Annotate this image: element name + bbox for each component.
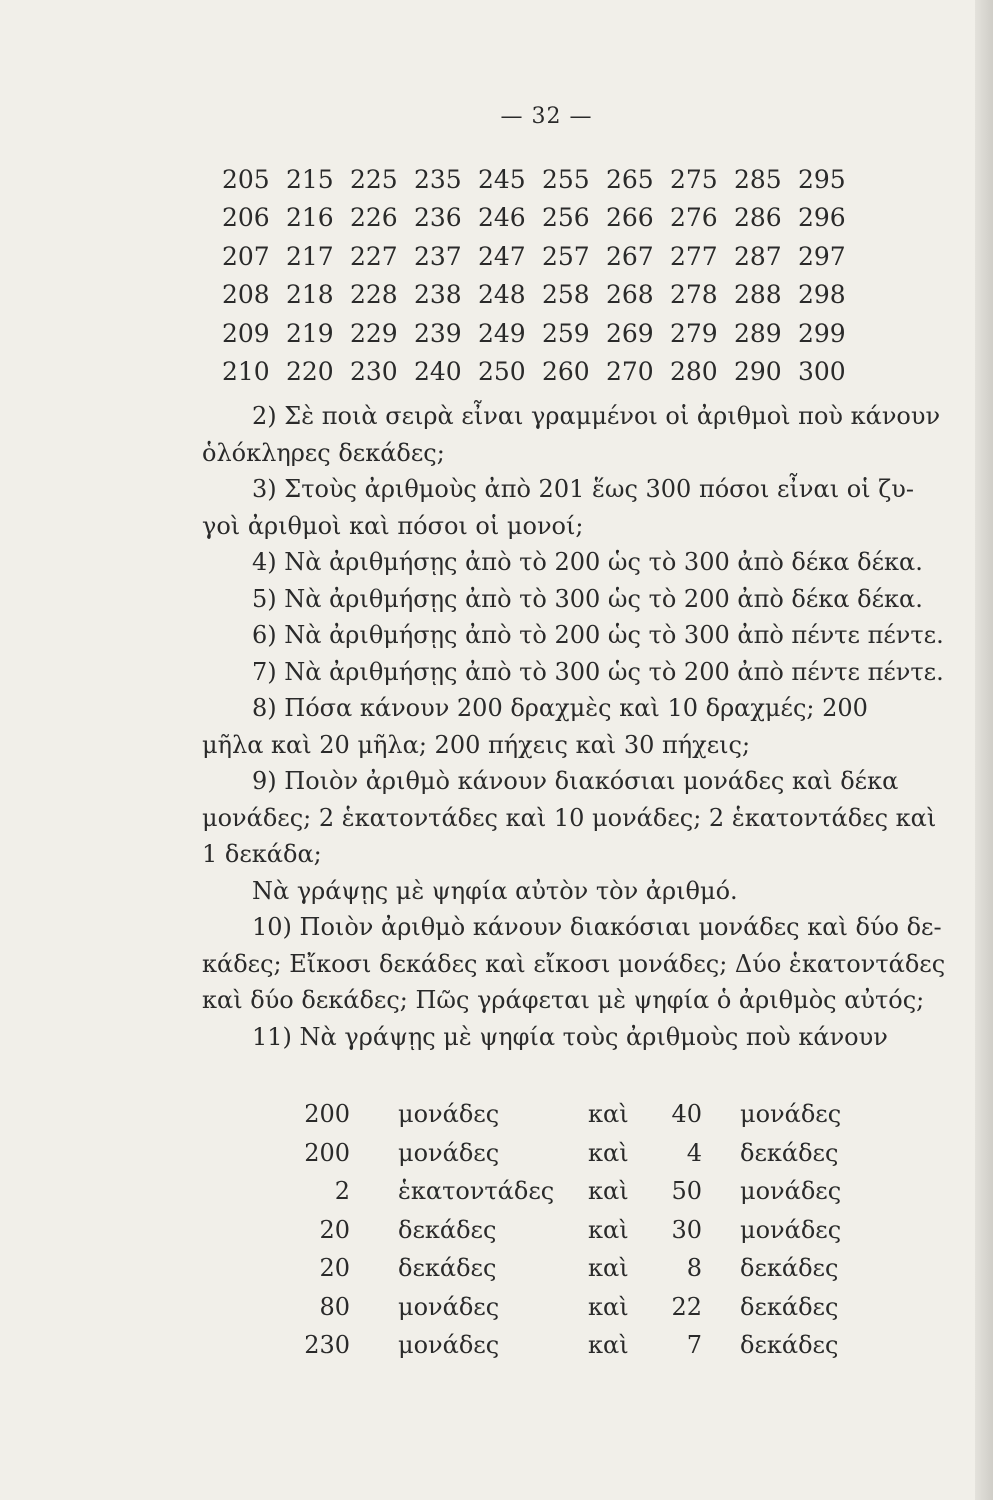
grid-cell: 237 bbox=[414, 241, 462, 271]
grid-cell: 298 bbox=[798, 280, 846, 310]
table-row bbox=[296, 1288, 856, 1327]
table-cell-number: 80 bbox=[319, 1292, 350, 1321]
grid-cell: 300 bbox=[798, 357, 846, 387]
exercise-9-line: Νὰ γράψῃς μὲ ψηφία αὐτὸν τὸν ἀριθμό. bbox=[252, 876, 738, 905]
grid-cell: 287 bbox=[734, 241, 782, 271]
table-cell-and: καὶ bbox=[588, 1177, 629, 1206]
table-row bbox=[296, 1211, 856, 1250]
grid-cell: 208 bbox=[222, 280, 270, 310]
table-cell-number: 22 bbox=[671, 1292, 702, 1321]
table-cell-number: 200 bbox=[304, 1100, 350, 1129]
table-cell-number: 200 bbox=[304, 1138, 350, 1167]
exercise-10-line: κάδες; Εἴκοσι δεκάδες καὶ εἴκοσι μονάδες; Δύο ἑκατοντάδες bbox=[202, 949, 946, 978]
table-cell-unit: μονάδες bbox=[740, 1177, 842, 1206]
grid-cell: 230 bbox=[350, 357, 398, 387]
table-row bbox=[296, 1095, 856, 1134]
grid-row bbox=[222, 276, 862, 315]
table-row bbox=[296, 1134, 856, 1173]
exercise-11-table bbox=[296, 1095, 856, 1365]
page-number: — 32 — bbox=[500, 104, 593, 129]
exercise-5-line: 5) Νὰ ἀριθμήσῃς ἀπὸ τὸ 300 ὡς τὸ 200 ἀπὸ δέκα δέκα. bbox=[252, 584, 923, 613]
grid-cell: 288 bbox=[734, 280, 782, 310]
grid-row bbox=[222, 237, 862, 276]
table-cell-unit: μονάδες bbox=[398, 1100, 500, 1129]
grid-cell: 217 bbox=[286, 241, 334, 271]
grid-cell: 207 bbox=[222, 241, 270, 271]
grid-row bbox=[222, 199, 862, 238]
grid-cell: 259 bbox=[542, 318, 590, 348]
exercise-9-line: 9) Ποιὸν ἀριθμὸ κάνουν διακόσιαι μονάδες καὶ δέκα bbox=[252, 767, 899, 795]
table-cell-number: 30 bbox=[671, 1215, 702, 1244]
grid-cell: 205 bbox=[222, 164, 270, 194]
grid-cell: 209 bbox=[222, 318, 270, 348]
exercise-10-line: 10) Ποιὸν ἀριθμὸ κάνουν διακόσιαι μονάδες καὶ δύο δε- bbox=[252, 913, 942, 941]
grid-cell: 239 bbox=[414, 318, 462, 348]
grid-cell: 278 bbox=[670, 280, 718, 310]
table-cell-unit: δεκάδες bbox=[398, 1215, 497, 1244]
exercise-11-line: 11) Νὰ γράψῃς μὲ ψηφία τοὺς ἀριθμοὺς ποὺ κάνουν bbox=[252, 1022, 888, 1051]
table-cell-number: 4 bbox=[686, 1138, 702, 1167]
table-cell-number: 7 bbox=[686, 1331, 702, 1360]
exercise-4-line: 4) Νὰ ἀριθμήσῃς ἀπὸ τὸ 200 ὡς τὸ 300 ἀπὸ δέκα δέκα. bbox=[252, 548, 923, 576]
grid-cell: 240 bbox=[414, 357, 462, 387]
grid-row bbox=[222, 353, 862, 392]
grid-cell: 258 bbox=[542, 280, 590, 310]
grid-cell: 257 bbox=[542, 241, 590, 271]
table-cell-number: 40 bbox=[671, 1100, 702, 1129]
grid-cell: 277 bbox=[670, 241, 718, 271]
table-cell-unit: ἑκατοντάδες bbox=[398, 1177, 555, 1206]
table-cell-number: 50 bbox=[671, 1177, 702, 1206]
table-row bbox=[296, 1249, 856, 1288]
grid-cell: 255 bbox=[542, 164, 590, 194]
exercise-2-line: ὁλόκληρες δεκάδες; bbox=[202, 438, 445, 467]
table-cell-unit: δεκάδες bbox=[740, 1292, 839, 1321]
table-cell-number: 2 bbox=[334, 1177, 350, 1206]
grid-cell: 270 bbox=[606, 357, 654, 387]
table-row bbox=[296, 1172, 856, 1211]
grid-cell: 226 bbox=[350, 203, 398, 233]
exercise-6-line: 6) Νὰ ἀριθμήσῃς ἀπὸ τὸ 200 ὡς τὸ 300 ἀπὸ πέντε πέντε. bbox=[252, 621, 944, 649]
grid-cell: 296 bbox=[798, 203, 846, 233]
grid-cell: 228 bbox=[350, 280, 398, 310]
grid-cell: 276 bbox=[670, 203, 718, 233]
grid-cell: 267 bbox=[606, 241, 654, 271]
table-cell-and: καὶ bbox=[588, 1331, 629, 1360]
grid-cell: 299 bbox=[798, 318, 846, 348]
table-cell-unit: μονάδες bbox=[398, 1331, 500, 1360]
table-cell-unit: μονάδες bbox=[740, 1215, 842, 1244]
exercise-text bbox=[202, 398, 946, 1055]
table-cell-unit: μονάδες bbox=[398, 1292, 500, 1321]
grid-cell: 268 bbox=[606, 280, 654, 310]
grid-cell: 275 bbox=[670, 164, 718, 194]
grid-cell: 215 bbox=[286, 164, 334, 194]
grid-cell: 225 bbox=[350, 164, 398, 194]
grid-row bbox=[222, 160, 862, 199]
grid-cell: 246 bbox=[478, 203, 526, 233]
exercise-7-line: 7) Νὰ ἀριθμήσῃς ἀπὸ τὸ 300 ὡς τὸ 200 ἀπὸ πέντε πέντε. bbox=[252, 657, 944, 686]
table-cell-unit: μονάδες bbox=[740, 1100, 842, 1129]
grid-cell: 280 bbox=[670, 357, 718, 387]
table-cell-unit: δεκάδες bbox=[740, 1331, 839, 1360]
table-cell-unit: δεκάδες bbox=[740, 1254, 839, 1283]
grid-cell: 266 bbox=[606, 203, 654, 233]
grid-cell: 256 bbox=[542, 203, 590, 233]
table-cell-and: καὶ bbox=[588, 1138, 629, 1167]
grid-cell: 220 bbox=[286, 357, 334, 387]
table-row bbox=[296, 1326, 856, 1365]
grid-cell: 210 bbox=[222, 357, 270, 387]
grid-cell: 297 bbox=[798, 241, 846, 271]
exercise-3-line: 3) Στοὺς ἀριθμοὺς ἀπὸ 201 ἕως 300 πόσοι εἶναι οἱ ζυ- bbox=[252, 475, 914, 503]
exercise-9-line: μονάδες; 2 ἑκατοντάδες καὶ 10 μονάδες; 2 ἑκατοντάδες καὶ bbox=[202, 803, 937, 832]
grid-cell: 260 bbox=[542, 357, 590, 387]
exercise-8-line: 8) Πόσα κάνουν 200 δραχμὲς καὶ 10 δραχμές; 200 bbox=[252, 694, 868, 722]
grid-cell: 286 bbox=[734, 203, 782, 233]
grid-cell: 285 bbox=[734, 164, 782, 194]
exercise-9-line: 1 δεκάδα; bbox=[202, 840, 322, 868]
grid-cell: 279 bbox=[670, 318, 718, 348]
exercise-10-line: καὶ δύο δεκάδες; Πῶς γράφεται μὲ ψηφία ὁ ἀριθμὸς αὐτός; bbox=[202, 986, 925, 1014]
grid-cell: 227 bbox=[350, 241, 398, 271]
grid-cell: 206 bbox=[222, 203, 270, 233]
table-cell-and: καὶ bbox=[588, 1254, 629, 1283]
table-cell-unit: δεκάδες bbox=[398, 1254, 497, 1283]
grid-cell: 235 bbox=[414, 164, 462, 194]
table-cell-unit: μονάδες bbox=[398, 1138, 500, 1167]
grid-cell: 236 bbox=[414, 203, 462, 233]
table-cell-and: καὶ bbox=[588, 1100, 629, 1129]
grid-cell: 229 bbox=[350, 318, 398, 348]
grid-cell: 245 bbox=[478, 164, 526, 194]
table-cell-and: καὶ bbox=[588, 1292, 629, 1321]
grid-cell: 289 bbox=[734, 318, 782, 348]
grid-cell: 295 bbox=[798, 164, 846, 194]
grid-cell: 250 bbox=[478, 357, 526, 387]
grid-cell: 218 bbox=[286, 280, 334, 310]
grid-row bbox=[222, 314, 862, 353]
table-cell-number: 8 bbox=[686, 1254, 702, 1283]
exercise-2-line: 2) Σὲ ποιὰ σειρὰ εἶναι γραμμένοι οἱ ἀριθμοὶ ποὺ κάνουν bbox=[252, 402, 941, 430]
grid-cell: 238 bbox=[414, 280, 462, 310]
table-cell-number: 230 bbox=[304, 1331, 350, 1360]
page-edge bbox=[975, 0, 993, 1500]
grid-cell: 265 bbox=[606, 164, 654, 194]
grid-cell: 290 bbox=[734, 357, 782, 387]
table-cell-and: καὶ bbox=[588, 1215, 629, 1244]
grid-cell: 248 bbox=[478, 280, 526, 310]
number-grid bbox=[222, 160, 862, 391]
table-cell-number: 20 bbox=[319, 1215, 350, 1244]
exercise-3-line: γοὶ ἀριθμοὶ καὶ πόσοι οἱ μονοί; bbox=[202, 511, 584, 540]
table-cell-unit: δεκάδες bbox=[740, 1138, 839, 1167]
grid-cell: 247 bbox=[478, 241, 526, 271]
grid-cell: 249 bbox=[478, 318, 526, 348]
exercise-8-line: μῆλα καὶ 20 μῆλα; 200 πήχεις καὶ 30 πήχεις; bbox=[202, 730, 751, 759]
grid-cell: 219 bbox=[286, 318, 334, 348]
table-cell-number: 20 bbox=[319, 1254, 350, 1283]
grid-cell: 216 bbox=[286, 203, 334, 233]
grid-cell: 269 bbox=[606, 318, 654, 348]
